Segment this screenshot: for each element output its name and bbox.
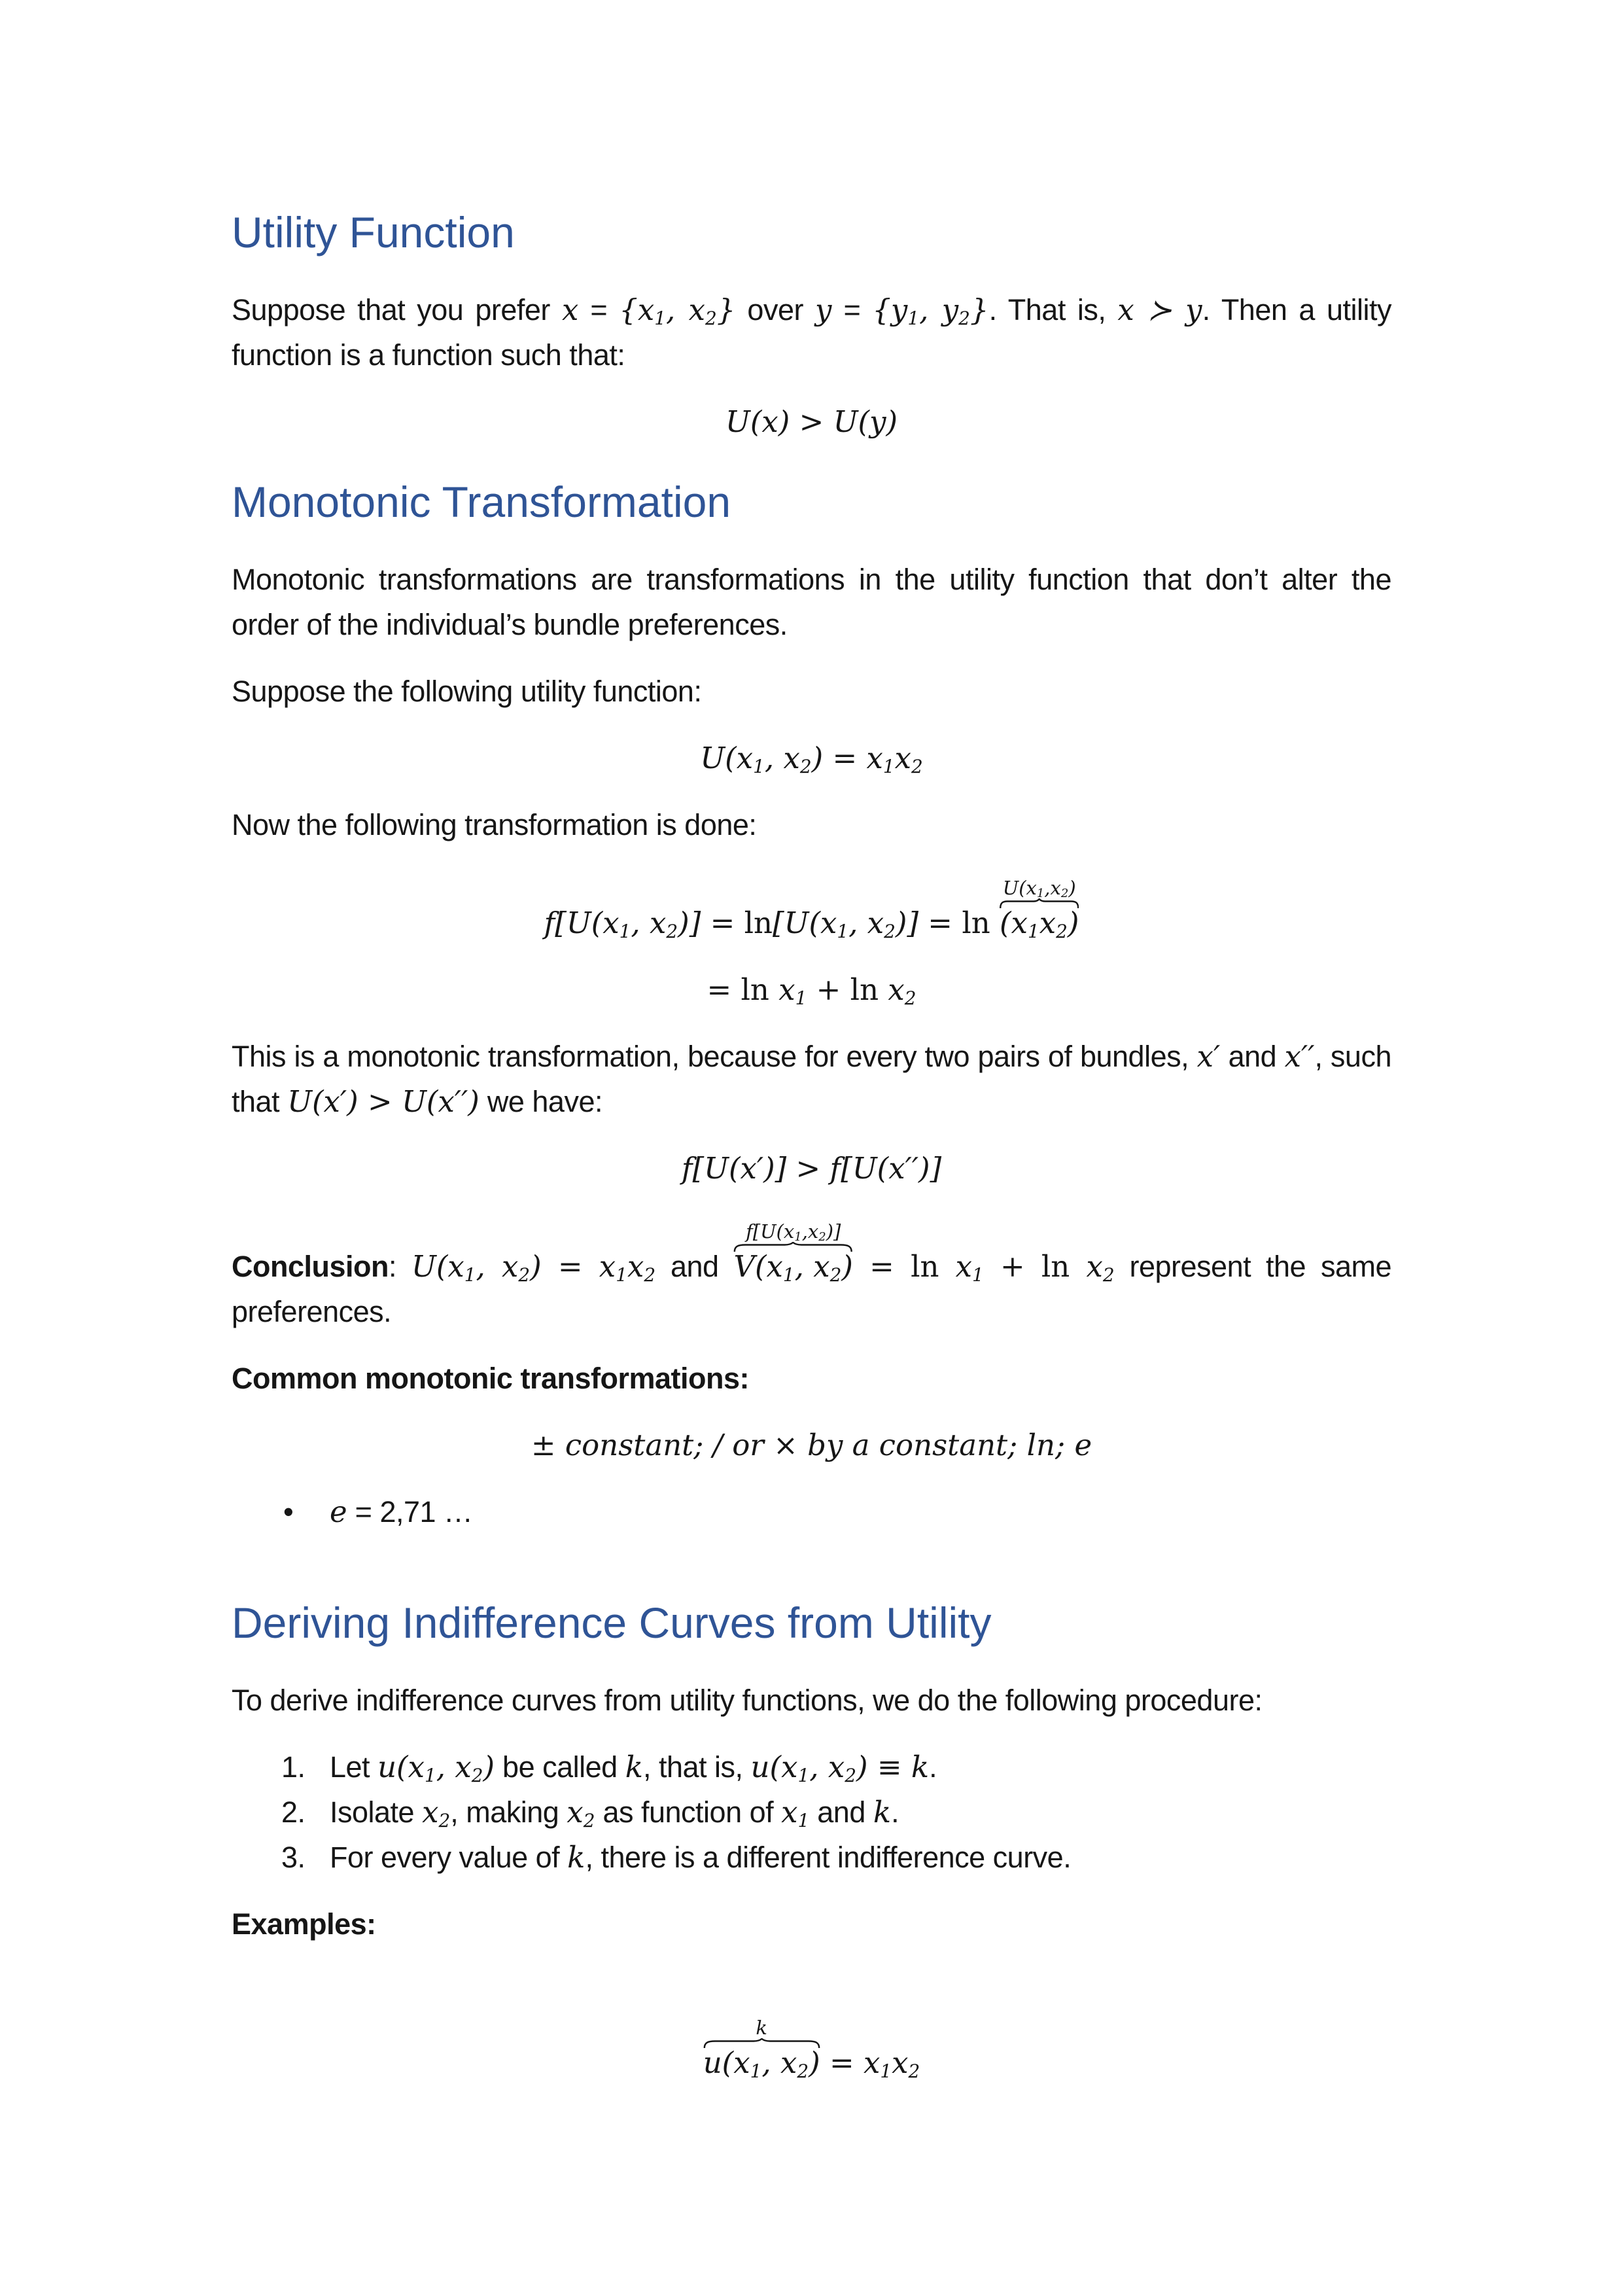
heading-monotonic-transformation: Monotonic Transformation	[232, 478, 731, 526]
list-item-euler-number: • e = 2,71 …	[232, 1489, 1391, 1534]
overbrace-base: $V(x_1$, $x_2$)	[733, 1249, 853, 1286]
suppose-utility-paragraph: Suppose the following utility function:	[232, 675, 702, 708]
overbrace-group-example	[703, 2017, 820, 2082]
equation-log-transform	[232, 869, 1391, 945]
overbrace-base: $u(x_1$, $x_2$)	[703, 2045, 820, 2082]
overbrace-icon	[703, 2038, 820, 2048]
conclusion-post-text: represent the same preferences.	[232, 1250, 1391, 1328]
transformation-intro-paragraph: Now the following transformation is done:	[232, 808, 757, 841]
procedure-steps-list	[232, 1744, 1391, 1880]
equation-example-indifference	[232, 2009, 1391, 2085]
equation-common-transformations: ± constant; / or × by a constant; ln; e	[531, 1428, 1092, 1462]
overbrace-group-conclusion	[733, 1220, 853, 1286]
examples-label: Examples:	[232, 1907, 376, 1941]
overbrace-label: $U(x_1,x_2)$	[1002, 877, 1076, 901]
equation-monotonic-inequality: f[U(x′)] > f[U(x′′)]	[681, 1151, 942, 1186]
monotonic-definition-paragraph: Monotonic transformations are transformations in the utility function that don’t alter the order of the individual’s bundle preferences.	[232, 563, 1391, 641]
list-item-step-1	[232, 1744, 1391, 1790]
step-number: 1.	[281, 1750, 305, 1784]
monotonic-explanation-paragraph: This is a monotonic transformation, because for every two pairs of bundles, x′ and x′′, such that U(x′) > U(x′′) we have:	[232, 1039, 1391, 1119]
overbrace-icon	[1000, 898, 1079, 908]
list-item-step-2	[232, 1790, 1391, 1835]
step-text: For every value of k, there is a different indifference curve.	[330, 1840, 1072, 1875]
euler-bullet-list	[232, 1489, 1391, 1534]
equation-log-expanded: = $\ln x_1 + \ln x_2$	[707, 972, 916, 1009]
overbrace-label: k	[756, 2017, 767, 2039]
conclusion-pre: Conclusion: $U(x_1$, $x_2) = x_1x_2$ and	[232, 1249, 734, 1286]
overbrace-label: $f[U(x_1,x_2)]$	[746, 1220, 841, 1245]
step-text: Let $u(x_1$, $x_2$) be called k, that is, $u(x_1$, $x_2) \equiv k$.	[330, 1750, 937, 1786]
equation-utility-function: $U(x_1$, $x_2) = x_1x_2$	[700, 741, 923, 777]
common-transformations-label: Common monotonic transformations:	[232, 1362, 749, 1395]
equation-utility-comparison: U(x) > U(y)	[725, 404, 898, 439]
step-text: Isolate $x_2$, making $x_2$ as function of $x_1$ and k.	[330, 1795, 899, 1831]
heading-deriving-indifference-curves: Deriving Indifference Curves from Utility	[232, 1598, 992, 1647]
step-number: 2.	[281, 1795, 305, 1829]
equation-example-rhs: = $x_1x_2$	[820, 2045, 920, 2082]
utility-intro-paragraph: Suppose that you prefer $x = \{x_1$, $x_2$} over $y = \{y_1$, $y_2$}. That is, x ≻ y. Then a utility function is a function such that:	[232, 292, 1392, 372]
equation-log-transform-lhs: $f[U(x_1$, $x_2)] = \ln[U(x_1$, $x_2)] = \ln$	[544, 906, 990, 942]
deriving-intro-paragraph: To derive indifference curves from utility functions, we do the following procedure:	[232, 1684, 1263, 1717]
overbrace-icon	[733, 1242, 853, 1252]
step-number: 3.	[281, 1841, 305, 1874]
overbrace-group-utility	[1000, 877, 1079, 942]
conclusion-post-math: = $\ln x_1 + \ln x_2$	[852, 1249, 1115, 1286]
list-item-step-3	[232, 1835, 1391, 1880]
conclusion-paragraph	[232, 1212, 1391, 1334]
heading-utility-function: Utility Function	[232, 208, 515, 256]
overbrace-base: $(x_1x_2)$	[1000, 906, 1079, 942]
